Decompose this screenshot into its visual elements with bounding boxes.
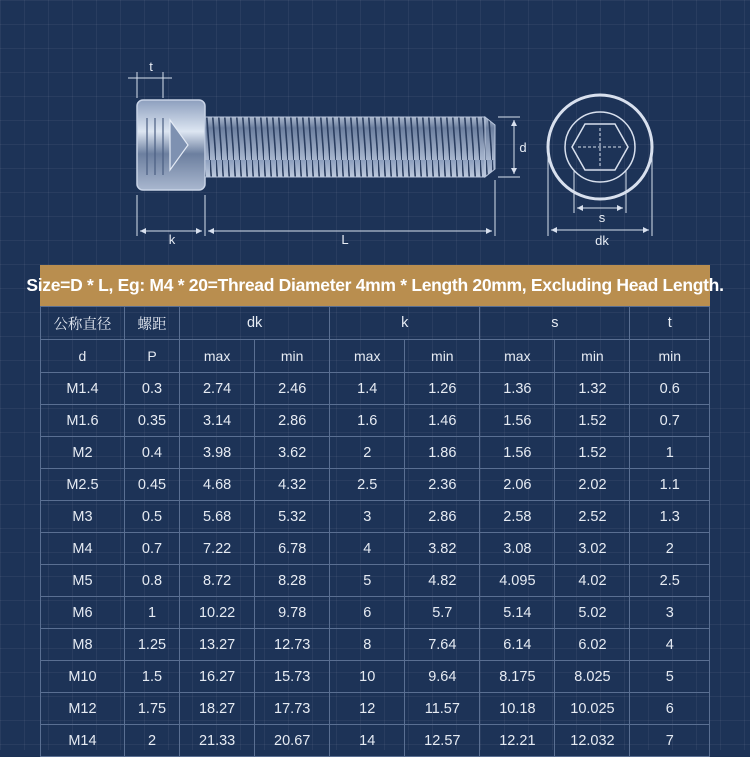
table-cell: 12.032 [555, 725, 630, 757]
table-cell: 5.32 [255, 501, 330, 533]
table-cell: 17.73 [255, 693, 330, 725]
subheader-cell: min [255, 340, 330, 373]
header-row-sub [41, 340, 710, 373]
table-cell: 3.08 [480, 533, 555, 565]
label-L: L [341, 232, 349, 247]
subheader-cell: min [555, 340, 630, 373]
table-cell: 4.68 [180, 469, 255, 501]
table-cell: 8.025 [555, 661, 630, 693]
table-cell: 7.64 [405, 629, 480, 661]
table-cell: 3 [330, 501, 405, 533]
table-row [41, 373, 710, 405]
header-p-cn: 螺距 [124, 307, 179, 340]
table-cell: 1.75 [124, 693, 179, 725]
table-row [41, 725, 710, 757]
subheader-cell: max [180, 340, 255, 373]
table-cell: 1.56 [480, 437, 555, 469]
table-cell: 4.095 [480, 565, 555, 597]
table-cell: 6.14 [480, 629, 555, 661]
size-note-banner: Size=D * L, Eg: M4 * 20=Thread Diameter 4mm * Length 20mm, Excluding Head Length. [40, 265, 710, 306]
table-cell: M2 [41, 437, 125, 469]
table-cell: 1 [124, 597, 179, 629]
header-k: k [330, 307, 480, 340]
table-cell: 12.21 [480, 725, 555, 757]
table-cell: 16.27 [180, 661, 255, 693]
table-row [41, 629, 710, 661]
subheader-cell: max [330, 340, 405, 373]
table-row [41, 437, 710, 469]
table-cell: 21.33 [180, 725, 255, 757]
table-cell: 8 [330, 629, 405, 661]
table-cell: 7.22 [180, 533, 255, 565]
header-s: s [480, 307, 630, 340]
table-cell: M2.5 [41, 469, 125, 501]
table-row [41, 661, 710, 693]
table-cell: 2.5 [630, 565, 710, 597]
header-d-cn: 公称直径 [41, 307, 125, 340]
screw-tip [485, 117, 495, 177]
header-p: P [124, 340, 179, 373]
table-cell: 0.5 [124, 501, 179, 533]
table-cell: 2.06 [480, 469, 555, 501]
table-cell: 2.86 [405, 501, 480, 533]
subheader-cell: min [405, 340, 480, 373]
table-cell: 18.27 [180, 693, 255, 725]
table-cell: 2.36 [405, 469, 480, 501]
table-cell: 12.57 [405, 725, 480, 757]
table-cell: 2.58 [480, 501, 555, 533]
header-row-groups [41, 307, 710, 340]
table-cell: 4 [330, 533, 405, 565]
table-cell: M12 [41, 693, 125, 725]
dimension-table [40, 306, 710, 757]
table-cell: 2 [330, 437, 405, 469]
table-row [41, 501, 710, 533]
table-cell: 13.27 [180, 629, 255, 661]
label-s: s [598, 210, 606, 225]
label-dk: dk [595, 233, 609, 248]
subheader-cell: max [480, 340, 555, 373]
table-cell: 12.73 [255, 629, 330, 661]
table-cell: 5.7 [405, 597, 480, 629]
table-cell: 0.6 [630, 373, 710, 405]
table-cell: 1.86 [405, 437, 480, 469]
table-cell: 10 [330, 661, 405, 693]
table-cell: 5 [630, 661, 710, 693]
table-row [41, 469, 710, 501]
table-cell: 9.64 [405, 661, 480, 693]
table-cell: 1.5 [124, 661, 179, 693]
header-t: t [630, 307, 710, 340]
label-k: k [168, 232, 176, 247]
table-cell: 5.68 [180, 501, 255, 533]
table-cell: 2.52 [555, 501, 630, 533]
table-cell: 3.82 [405, 533, 480, 565]
table-cell: 2 [630, 533, 710, 565]
table-cell: 5 [330, 565, 405, 597]
screw-shank [205, 117, 485, 177]
table-cell: 2.86 [255, 405, 330, 437]
table-cell: M5 [41, 565, 125, 597]
table-cell: 14 [330, 725, 405, 757]
table-cell: M8 [41, 629, 125, 661]
table-cell: 4.82 [405, 565, 480, 597]
table-cell: 5.02 [555, 597, 630, 629]
table-cell: 2.02 [555, 469, 630, 501]
table-cell: 0.7 [124, 533, 179, 565]
table-cell: 3.98 [180, 437, 255, 469]
table-cell: M4 [41, 533, 125, 565]
table-row [41, 693, 710, 725]
table-cell: 4 [630, 629, 710, 661]
table-cell: 2.5 [330, 469, 405, 501]
table-cell: 11.57 [405, 693, 480, 725]
label-t: t [149, 59, 153, 74]
table-cell: M1.6 [41, 405, 125, 437]
table-cell: 2.46 [255, 373, 330, 405]
table-row [41, 565, 710, 597]
table-cell: 4.02 [555, 565, 630, 597]
table-cell: 10.22 [180, 597, 255, 629]
table-cell: 1.1 [630, 469, 710, 501]
header-d: d [41, 340, 125, 373]
table-cell: 3 [630, 597, 710, 629]
table-cell: 1.26 [405, 373, 480, 405]
table-cell: 1.52 [555, 437, 630, 469]
table-body [41, 373, 710, 757]
table-cell: 1.3 [630, 501, 710, 533]
table-cell: 1.36 [480, 373, 555, 405]
table-cell: 10.025 [555, 693, 630, 725]
table-cell: 2 [124, 725, 179, 757]
table-cell: 0.35 [124, 405, 179, 437]
table-row [41, 405, 710, 437]
table-cell: M6 [41, 597, 125, 629]
table-cell: 6.02 [555, 629, 630, 661]
table-cell: 0.7 [630, 405, 710, 437]
table-cell: 7 [630, 725, 710, 757]
table-cell: M1.4 [41, 373, 125, 405]
table-cell: 1.4 [330, 373, 405, 405]
table-row [41, 597, 710, 629]
table-cell: 4.32 [255, 469, 330, 501]
header-dk: dk [180, 307, 330, 340]
table-cell: 0.45 [124, 469, 179, 501]
table-cell: 6 [630, 693, 710, 725]
table-cell: 1.52 [555, 405, 630, 437]
label-d: d [519, 140, 527, 155]
table-cell: 3.14 [180, 405, 255, 437]
table-cell: 6.78 [255, 533, 330, 565]
table-cell: 1.46 [405, 405, 480, 437]
table-cell: 8.72 [180, 565, 255, 597]
table-cell: M3 [41, 501, 125, 533]
table-cell: 10.18 [480, 693, 555, 725]
table-cell: 1.25 [124, 629, 179, 661]
table-cell: 1.32 [555, 373, 630, 405]
table-cell: 6 [330, 597, 405, 629]
table-cell: M14 [41, 725, 125, 757]
table-cell: 1.56 [480, 405, 555, 437]
table-cell: 3.62 [255, 437, 330, 469]
table-cell: 15.73 [255, 661, 330, 693]
table-cell: 20.67 [255, 725, 330, 757]
table-cell: 1.6 [330, 405, 405, 437]
table-cell: 8.28 [255, 565, 330, 597]
table-cell: 12 [330, 693, 405, 725]
table-cell: 5.14 [480, 597, 555, 629]
table-cell: 0.8 [124, 565, 179, 597]
table-cell: 0.3 [124, 373, 179, 405]
table-cell: 1 [630, 437, 710, 469]
table-cell: 0.4 [124, 437, 179, 469]
table-cell: 3.02 [555, 533, 630, 565]
table-cell: 9.78 [255, 597, 330, 629]
screw-diagram [0, 0, 750, 265]
table-row [41, 533, 710, 565]
table-cell: 2.74 [180, 373, 255, 405]
table-cell: 8.175 [480, 661, 555, 693]
subheader-cell: min [630, 340, 710, 373]
table-cell: M10 [41, 661, 125, 693]
